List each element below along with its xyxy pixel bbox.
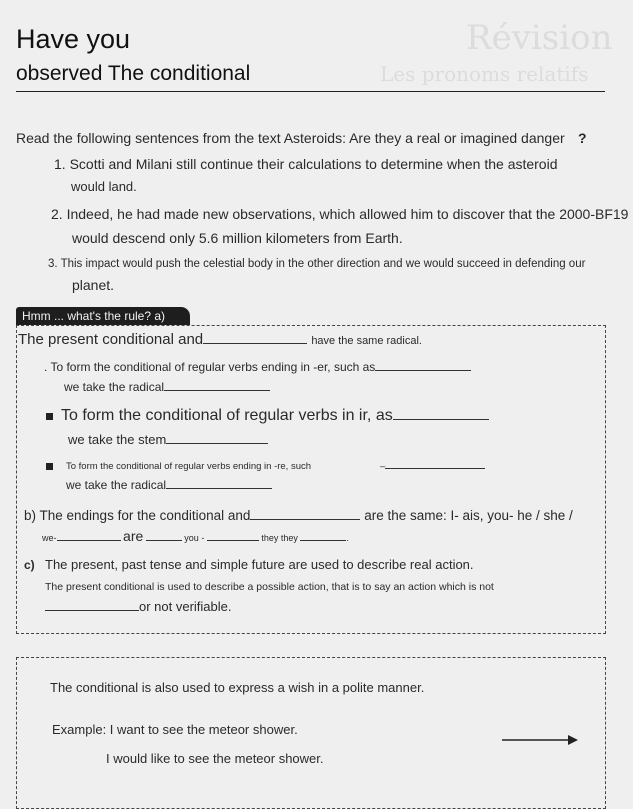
are-label: are: [123, 528, 144, 544]
endings-line: [24, 508, 573, 523]
blank-not-verifiable[interactable]: [45, 610, 139, 611]
blank-ir-verb[interactable]: [393, 419, 489, 420]
blank-er-radical[interactable]: [164, 390, 270, 391]
blank-er-verb[interactable]: [375, 370, 471, 371]
you-label: you: [184, 533, 199, 543]
ir-rule: [61, 407, 489, 425]
sentence-2-line-2: would descend only 5.6 million kilometers from Earth.: [72, 230, 403, 246]
re-radical: [66, 478, 272, 492]
ghost-subtitle: Les pronoms relatifs: [380, 62, 589, 86]
we-label: we: [42, 533, 54, 543]
er-rule-text: . To form the conditional of regular verbs ending in -er, such as: [44, 360, 376, 374]
re-rule: [66, 461, 311, 472]
ghost-title: Révision: [466, 18, 613, 58]
endings-lead: b) The endings for the conditional and: [24, 508, 251, 523]
ir-stem: [68, 432, 268, 447]
c-description: The present conditional is used to describe a possible action, that is to say an action which is not: [45, 581, 494, 593]
re-verb: [380, 461, 485, 472]
blank-are[interactable]: [146, 540, 182, 541]
ir-bullet: [46, 413, 53, 420]
blank-re-radical[interactable]: [166, 488, 272, 489]
rule-lead-end: have the same radical.: [311, 335, 422, 347]
they-label: they they: [261, 533, 298, 543]
sentence-3-line-2: planet.: [72, 277, 115, 293]
c-label: c): [24, 558, 35, 572]
page-subtitle: observed The conditional: [16, 62, 251, 85]
blank-ir-stem[interactable]: [166, 443, 268, 444]
header-rule: [16, 91, 605, 92]
er-radical: [64, 380, 270, 394]
blank-re-verb[interactable]: [385, 468, 485, 469]
sentence-3-line-1: 3. This impact would push the celestial body in the other direction and we would succeed in defending our: [48, 258, 586, 270]
rule-lead-text: The present conditional and: [18, 331, 204, 348]
ir-stem-text: we take the stem: [68, 432, 167, 447]
endings-end: are the same: I- ais, you- he / she /: [364, 508, 573, 523]
blank-lead[interactable]: [203, 343, 307, 344]
c-end: or not verifiable.: [139, 599, 232, 614]
intro-text: Read the following sentences from the text Asteroids: Are they a real or imagined danger: [16, 130, 565, 146]
re-rule-text: To form the conditional of regular verbs ending in -re, such: [66, 461, 312, 472]
rule-lead: [18, 331, 422, 348]
sentence-2-line-1: 2. Indeed, he had made new observations, which allowed him to discover that the 2000-BF19: [51, 206, 629, 222]
ir-rule-text: To form the conditional of regular verbs in ir, as: [61, 407, 393, 424]
sentence-1-line-2: would land.: [71, 179, 137, 194]
re-bullet: [46, 463, 53, 470]
endings-persons: we- are you - they they .: [42, 528, 349, 544]
wish-polite: I would like to see the meteor shower.: [106, 751, 324, 766]
sentence-1-line-1: 1. Scotti and Milani still continue their calculations to determine when the asteroid: [54, 156, 558, 172]
re-mid: –: [380, 461, 386, 472]
rule-tab-label: Hmm ... what's the rule? a): [16, 307, 190, 325]
blank-endings[interactable]: [250, 519, 360, 520]
blank-they[interactable]: [300, 540, 346, 541]
er-rule: [44, 360, 471, 374]
intro-question-mark: ?: [578, 130, 587, 146]
wish-example: Example: I want to see the meteor shower.: [52, 722, 298, 737]
c-text: The present, past tense and simple future are used to describe real action.: [45, 557, 474, 572]
re-radical-text: we take the radical: [66, 478, 167, 492]
page-title: Have you: [16, 24, 131, 54]
blank-we[interactable]: [57, 540, 121, 541]
blank-you[interactable]: [207, 540, 259, 541]
arrow-right-icon: [502, 734, 578, 746]
wish-text: The conditional is also used to express a wish in a polite manner.: [50, 680, 425, 695]
er-radical-text: we take the radical: [64, 380, 165, 394]
c-end-line: [45, 599, 232, 614]
